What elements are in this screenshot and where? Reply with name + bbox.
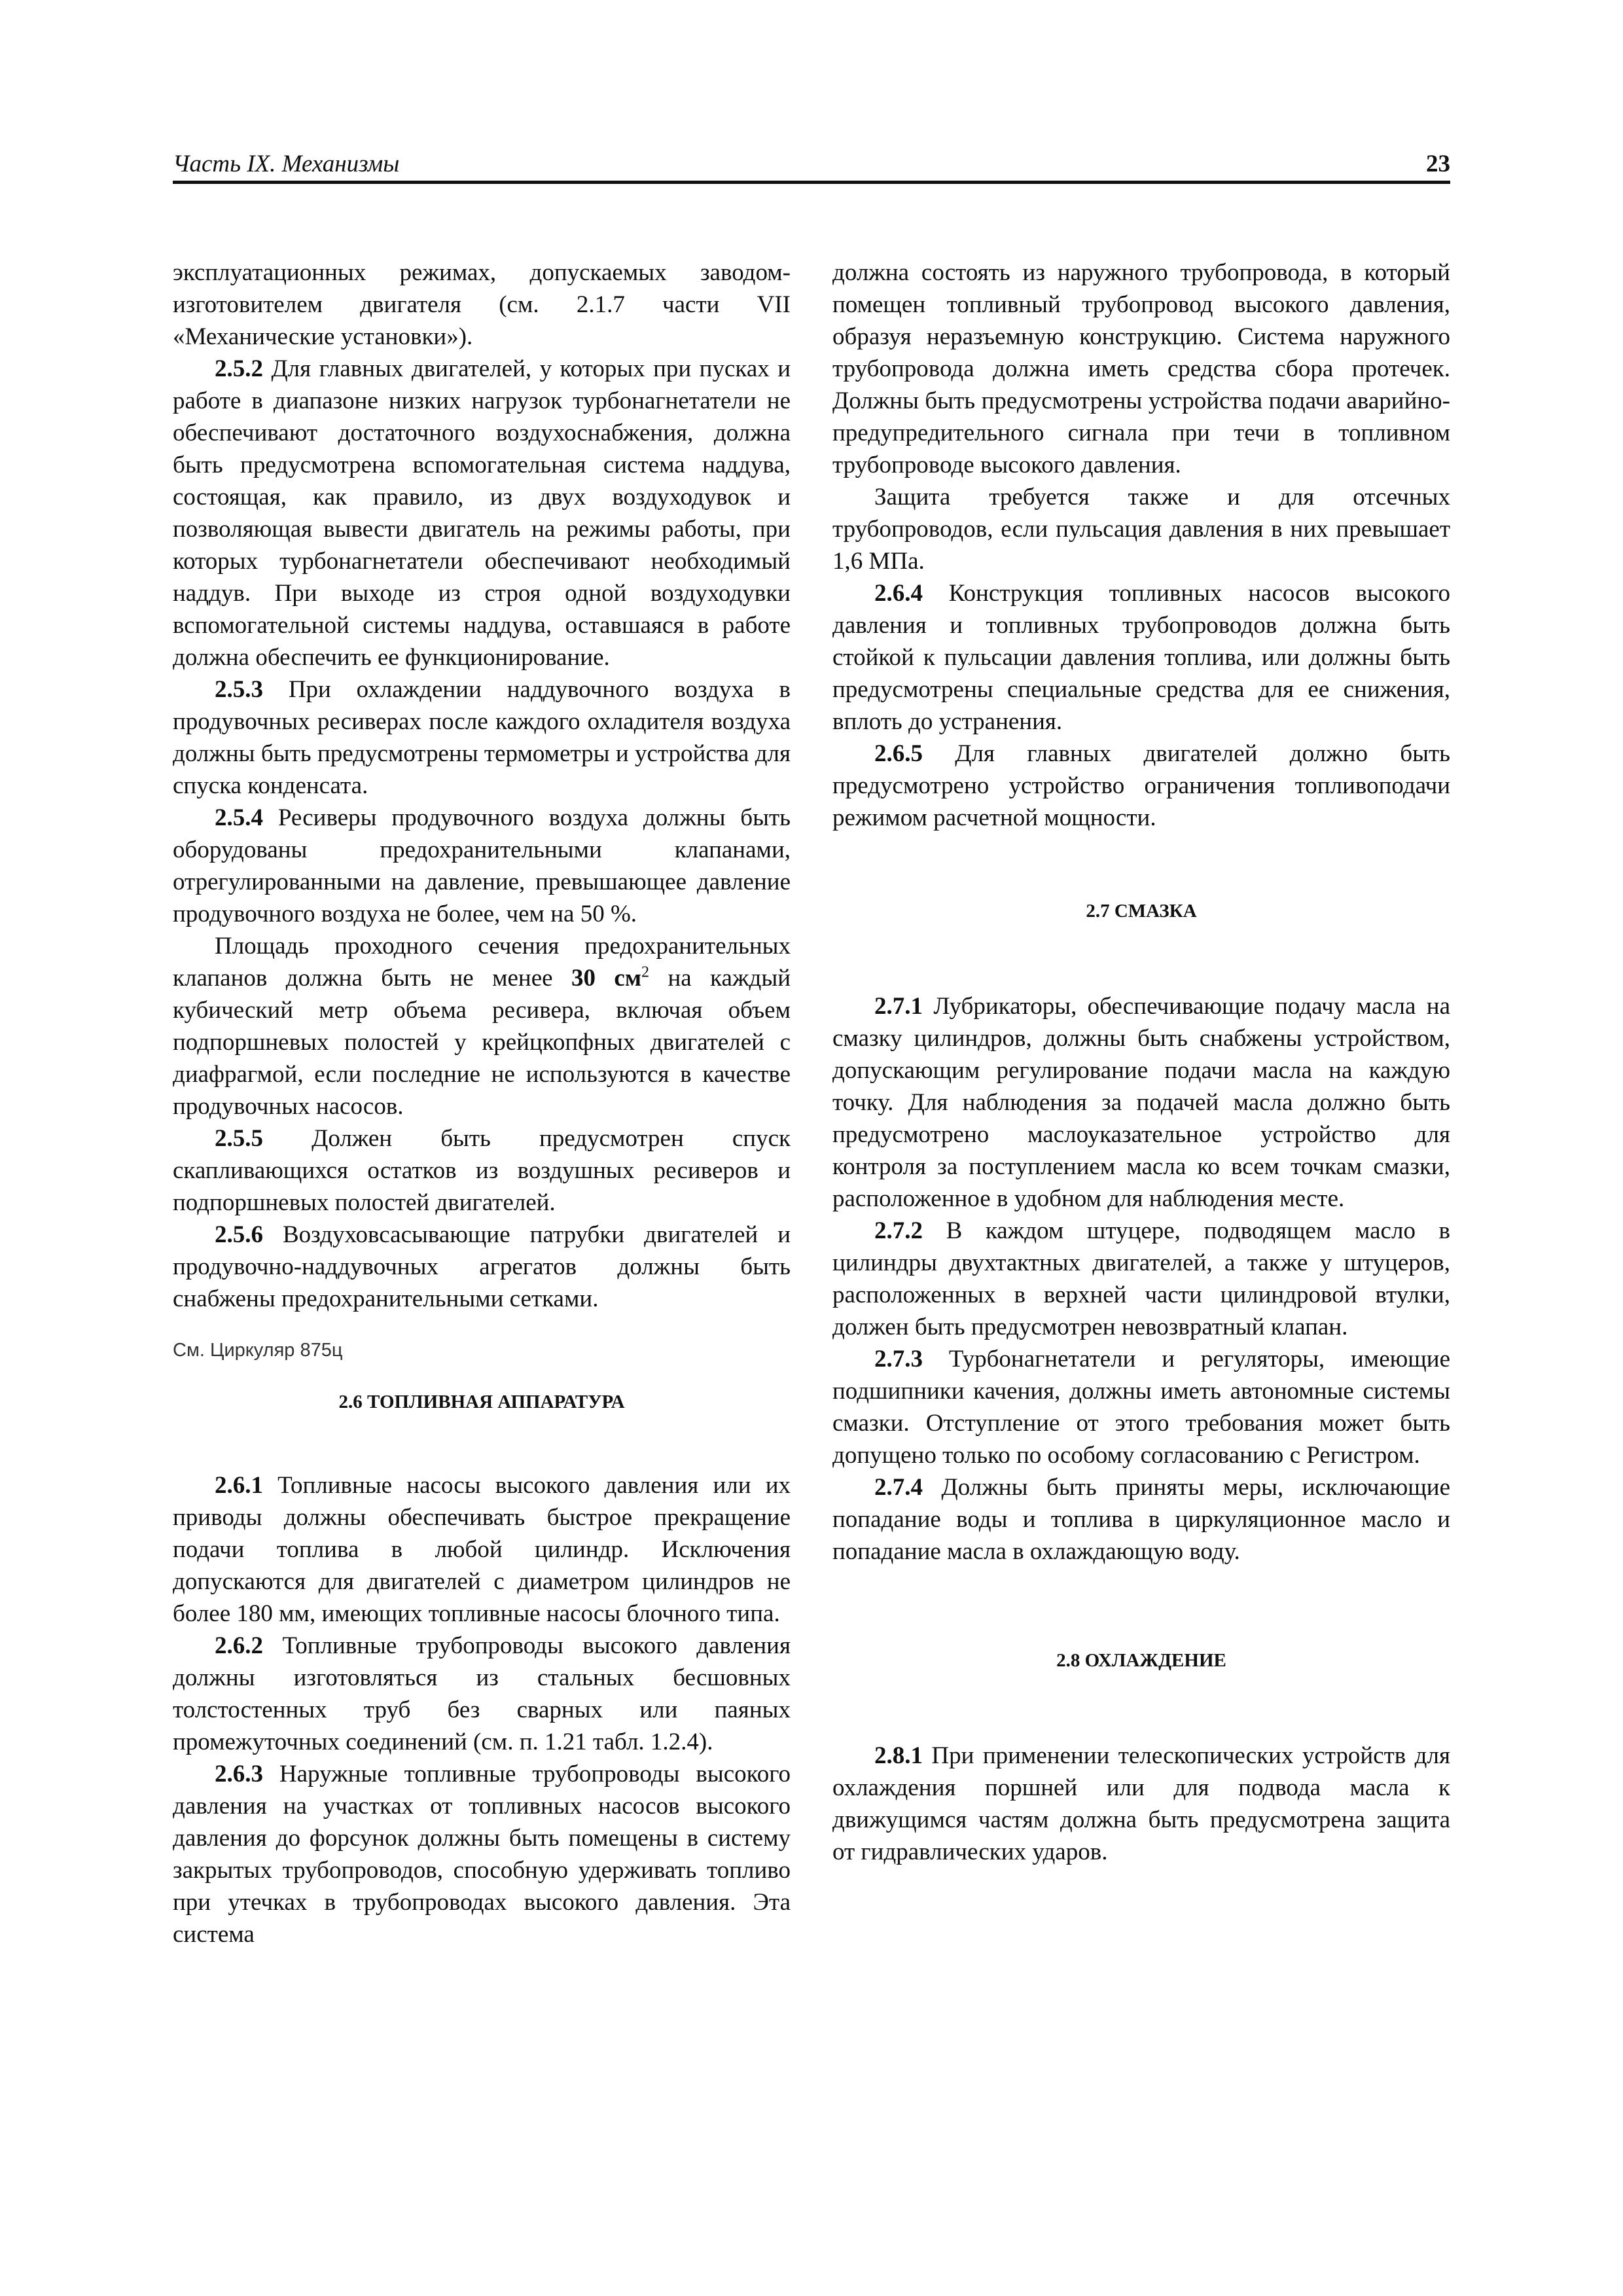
clause-number: 2.5.5: [215, 1125, 263, 1152]
clause-number: 2.6.1: [215, 1472, 263, 1499]
paragraph-continuation: эксплуатационных режимах, допускаемых заводом-изготовителем двигателя (см. 2.1.7 части VII «Механические установки»).: [173, 259, 791, 350]
section-heading-2-7: 2.7 СМАЗКА: [1086, 901, 1197, 922]
clause-text: В каждом штуцере, подводящем масло в цилиндры двухтактных двигателей, а также у штуцеров, расположенных в верхней части цилиндровой втулки, должен быть предусмотрен невозвратный клапан.: [832, 1217, 1450, 1340]
clause-number: 2.5.4: [215, 804, 263, 831]
paragraph-2-6-5: [832, 738, 1450, 834]
clause-text: Для главных двигателей, у которых при пусках и работе в диапазоне низких нагрузок турбонагнетатели не обеспечивают достаточного воздухоснабжения, должна быть предусмотрена вспомогательная система наддува, состоящая, как правило, из двух воздуходувок и позволяющая вывести двигатель на режимы работы, при которых турбонагнетатели обеспечивают необходимый наддув. При выходе из строя одной воздуходувки вспомогательной системы наддува, оставшаяся в работе должна обеспечить ее функционирование.: [173, 355, 791, 671]
section-heading-2-8: 2.8 ОХЛАЖДЕНИЕ: [1056, 1650, 1226, 1671]
area-exponent: 2: [641, 963, 650, 981]
clause-number: 2.7.3: [874, 1346, 923, 1372]
clause-text: Конструкция топливных насосов высокого давления и топливных трубопроводов должна быть стойкой к пульсации давления топлива, или должны быть предусмотрены специальные средства для ее снижения, вплоть до устранения.: [832, 580, 1450, 735]
paragraph-relief-valve-area: [173, 930, 791, 1122]
clause-text: Ресиверы продувочного воздуха должны быть оборудованы предохранительными клапанами, отрегулированными на давление, превышающее давление продувочного воздуха не более, чем на 50 %.: [173, 804, 791, 927]
header-title: Часть IX. Механизмы: [173, 151, 400, 177]
left-column: [173, 257, 791, 1950]
clause-number: 2.5.3: [215, 676, 263, 703]
clause-number: 2.6.4: [874, 580, 923, 607]
running-header: [173, 143, 1450, 184]
paragraph-2-5-2: [173, 353, 791, 673]
section-heading-2-6: 2.6 ТОПЛИВНАЯ АППАРАТУРА: [338, 1391, 625, 1412]
paragraph-continuation: должна состоять из наружного трубопровода, в который помещен топливный трубопровод высокого давления, образуя неразъемную конструкцию. Система наружного трубопровода должна иметь средства сбора протечек. Должны быть предусмотрены устройства подачи аварийно-предупредительного сигнала при течи в топливном трубопроводе высокого давления.: [832, 259, 1450, 478]
right-column: [832, 257, 1450, 1868]
clause-text: Наружные топливные трубопроводы высокого давления на участках от топливных насосов высокого давления до форсунок должны быть помещены в систему закрытых трубопроводов, способную удерживать топливо при утечках в трубопроводах высокого давления. Эта система: [173, 1761, 791, 1948]
clause-number: 2.8.1: [874, 1742, 923, 1769]
circular-note: См. Циркуляр 875ц: [173, 1340, 343, 1361]
paragraph-2-8-1: [832, 1740, 1450, 1868]
clause-text: Турбонагнетатели и регуляторы, имеющие подшипники качения, должны иметь автономные системы смазки. Отступление от этого требования может быть допущено только по особому согласованию с Регистром.: [832, 1346, 1450, 1469]
clause-text: При применении телескопических устройств для охлаждения поршней или для подвода масла к движущимся частям должна быть предусмотрена защита от гидравлических ударов.: [832, 1742, 1450, 1865]
paragraph-2-7-2: [832, 1215, 1450, 1343]
paragraph-2-5-3: [173, 673, 791, 802]
paragraph-2-7-3: [832, 1343, 1450, 1471]
area-value: 30 см: [571, 965, 642, 992]
clause-text: Должен быть предусмотрен спуск скапливающихся остатков из воздушных ресиверов и подпоршневых полостей двигателей.: [173, 1125, 791, 1216]
clause-number: 2.5.6: [215, 1221, 263, 1248]
clause-number: 2.6.3: [215, 1761, 263, 1787]
paragraph-protection: Защита требуется также и для отсечных трубопроводов, если пульсация давления в них превышает 1,6 МПа.: [832, 484, 1450, 575]
clause-text: Воздуховсасывающие патрубки двигателей и продувочно-наддувочных агрегатов должны быть снабжены предохранительными сетками.: [173, 1221, 791, 1312]
text-part: Площадь проходного сечения предохранительных клапанов должна быть не менее: [173, 933, 791, 992]
paragraph-2-5-4: [173, 802, 791, 930]
clause-text: Должны быть приняты меры, исключающие попадание воды и топлива в циркуляционное масло и попадание масла в охлаждающую воду.: [832, 1474, 1450, 1565]
paragraph-2-5-6: [173, 1219, 791, 1315]
paragraph-2-5-5: [173, 1122, 791, 1219]
text-part: на каждый кубический метр объема ресивера, включая объем подпоршневых полостей у крейцкопфных двигателей с диафрагмой, если последние не используются в качестве продувочных насосов.: [173, 965, 791, 1120]
paragraph-2-6-1: [173, 1469, 791, 1630]
paragraph-2-7-4: [832, 1471, 1450, 1568]
clause-number: 2.5.2: [215, 355, 263, 382]
clause-number: 2.6.2: [215, 1632, 263, 1659]
clause-text: Лубрикаторы, обеспечивающие подачу масла на смазку цилиндров, должны быть снабжены устройством, допускающим регулирование подачи масла на каждую точку. Для наблюдения за подачей масла должно быть предусмотрено маслоуказательное устройство для контроля за поступлением масла ко всем точкам смазки, расположенное в удобном для наблюдения месте.: [832, 993, 1450, 1212]
paragraph-2-7-1: [832, 990, 1450, 1215]
clause-number: 2.7.4: [874, 1474, 923, 1501]
paragraph-2-6-2: [173, 1630, 791, 1758]
clause-text: Для главных двигателей должно быть предусмотрено устройство ограничения топливоподачи режимом расчетной мощности.: [832, 740, 1450, 831]
clause-number: 2.6.5: [874, 740, 923, 767]
paragraph-2-6-3: [173, 1758, 791, 1950]
paragraph-2-6-4: [832, 577, 1450, 738]
clause-number: 2.7.2: [874, 1217, 923, 1244]
clause-text: Топливные насосы высокого давления или их приводы должны обеспечивать быстрое прекращение подачи топлива в любой цилиндр. Исключения допускаются для двигателей с диаметром цилиндров не более 180 мм, имеющих топливные насосы блочного типа.: [173, 1472, 791, 1627]
clause-text: Топливные трубопроводы высокого давления должны изготовляться из стальных бесшовных толстостенных труб без сварных или паяных промежуточных соединений (см. п. 1.21 табл. 1.2.4).: [173, 1632, 791, 1755]
clause-text: При охлаждении наддувочного воздуха в продувочных ресиверах после каждого охладителя воздуха должны быть предусмотрены термометры и устройства для спуска конденсата.: [173, 676, 791, 799]
page-number: 23: [1426, 151, 1450, 177]
clause-number: 2.7.1: [874, 993, 923, 1020]
